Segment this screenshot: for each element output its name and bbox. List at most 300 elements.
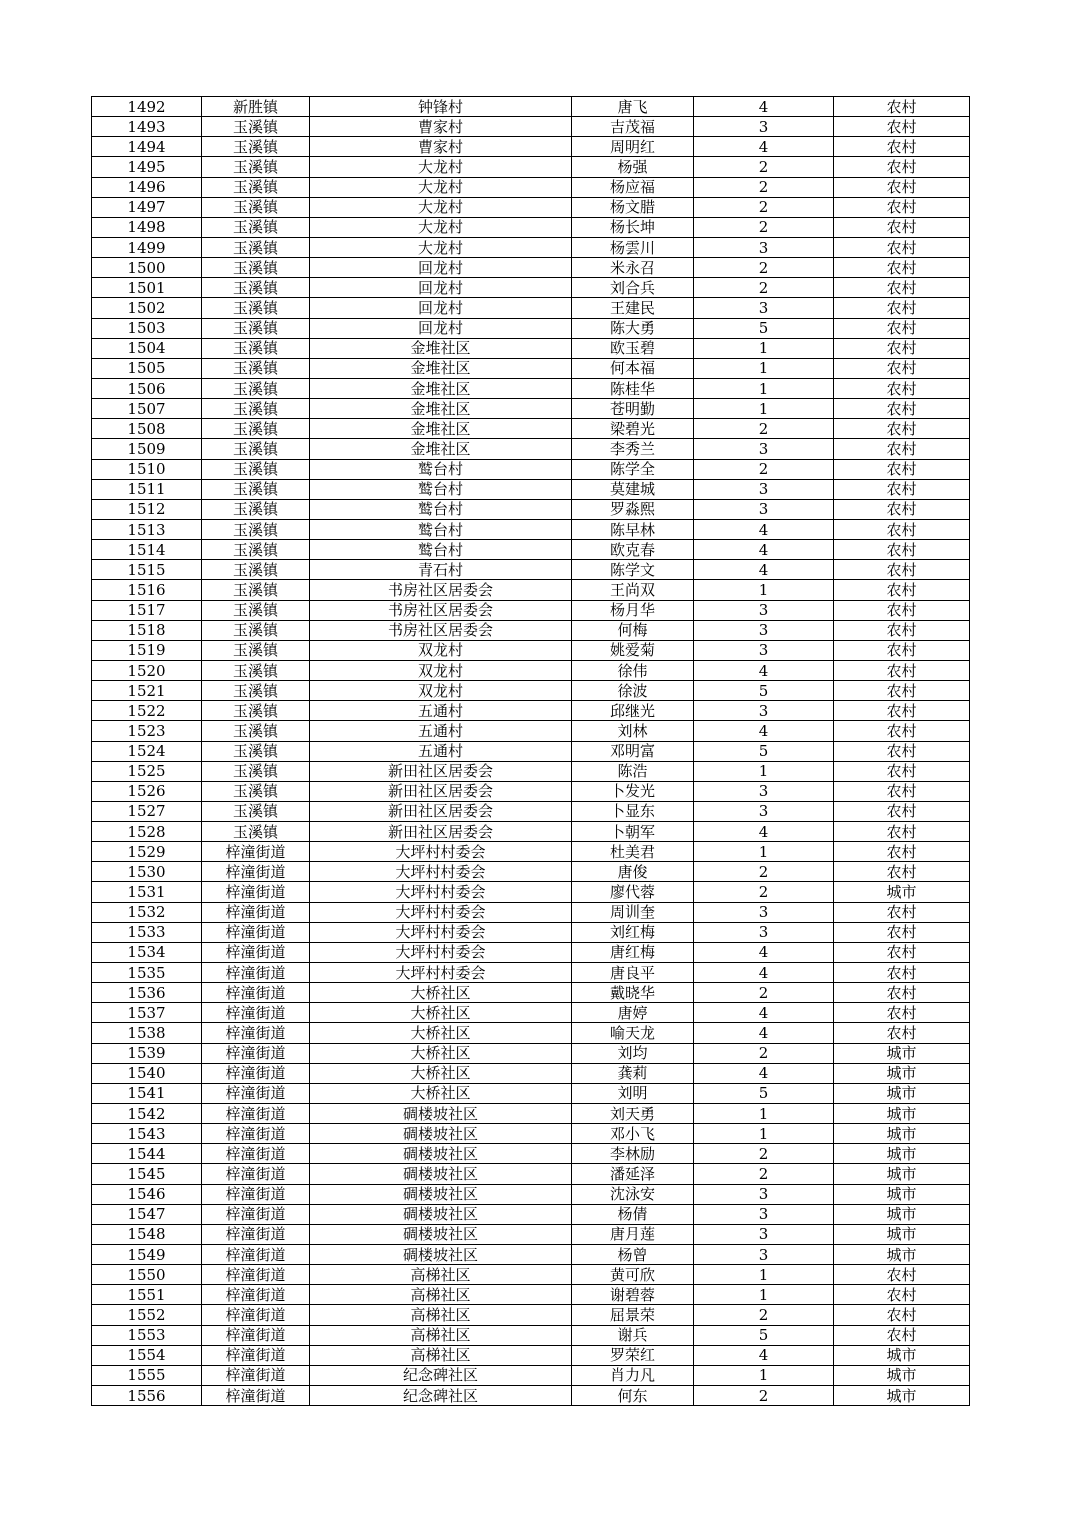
table-row (92, 640, 970, 660)
table-row (92, 97, 970, 117)
row-number-cell: 1522 (92, 701, 202, 721)
name-cell: 黄可欣 (572, 1265, 694, 1285)
household-size-cell: 2 (694, 459, 834, 479)
area-type-cell: 城市 (834, 1245, 970, 1265)
household-size-cell: 2 (694, 278, 834, 298)
name-cell: 唐婷 (572, 1003, 694, 1023)
town-cell: 梓潼街道 (202, 942, 310, 962)
area-type-cell: 农村 (834, 640, 970, 660)
village-cell: 回龙村 (310, 318, 572, 338)
name-cell: 邓明富 (572, 741, 694, 761)
village-cell: 大坪村村委会 (310, 902, 572, 922)
town-cell: 玉溪镇 (202, 439, 310, 459)
town-cell: 梓潼街道 (202, 1104, 310, 1124)
area-type-cell: 城市 (834, 1124, 970, 1144)
table-row (92, 1204, 970, 1224)
row-number-cell: 1554 (92, 1345, 202, 1365)
row-number-cell: 1518 (92, 620, 202, 640)
name-cell: 米永召 (572, 258, 694, 278)
table-row (92, 983, 970, 1003)
area-type-cell: 农村 (834, 681, 970, 701)
area-type-cell: 农村 (834, 479, 970, 499)
town-cell: 玉溪镇 (202, 197, 310, 217)
household-size-cell: 3 (694, 640, 834, 660)
village-cell: 大龙村 (310, 157, 572, 177)
area-type-cell: 农村 (834, 721, 970, 741)
name-cell: 杨月华 (572, 600, 694, 620)
table-row (92, 560, 970, 580)
name-cell: 何梅 (572, 620, 694, 640)
town-cell: 玉溪镇 (202, 761, 310, 781)
table-row (92, 1184, 970, 1204)
village-cell: 大桥社区 (310, 1063, 572, 1083)
row-number-cell: 1524 (92, 741, 202, 761)
row-number-cell: 1536 (92, 983, 202, 1003)
area-type-cell: 农村 (834, 801, 970, 821)
name-cell: 沈泳安 (572, 1184, 694, 1204)
town-cell: 梓潼街道 (202, 1285, 310, 1305)
row-number-cell: 1520 (92, 660, 202, 680)
row-number-cell: 1499 (92, 237, 202, 257)
village-cell: 金堆社区 (310, 378, 572, 398)
area-type-cell: 农村 (834, 1023, 970, 1043)
household-size-cell: 4 (694, 1003, 834, 1023)
town-cell: 梓潼街道 (202, 902, 310, 922)
area-type-cell: 农村 (834, 117, 970, 137)
town-cell: 玉溪镇 (202, 258, 310, 278)
village-cell: 青石村 (310, 560, 572, 580)
area-type-cell: 城市 (834, 1386, 970, 1406)
row-number-cell: 1492 (92, 97, 202, 117)
household-size-cell: 3 (694, 781, 834, 801)
name-cell: 刘均 (572, 1043, 694, 1063)
name-cell: 唐飞 (572, 97, 694, 117)
name-cell: 谢碧蓉 (572, 1285, 694, 1305)
town-cell: 梓潼街道 (202, 1305, 310, 1325)
village-cell: 新田社区居委会 (310, 822, 572, 842)
household-size-cell: 1 (694, 1104, 834, 1124)
household-size-cell: 3 (694, 1224, 834, 1244)
table-row (92, 399, 970, 419)
area-type-cell: 农村 (834, 278, 970, 298)
name-cell: 吉茂福 (572, 117, 694, 137)
row-number-cell: 1515 (92, 560, 202, 580)
household-size-cell: 2 (694, 882, 834, 902)
area-type-cell: 农村 (834, 701, 970, 721)
village-cell: 大坪村村委会 (310, 842, 572, 862)
row-number-cell: 1509 (92, 439, 202, 459)
table-row (92, 600, 970, 620)
name-cell: 陈桂华 (572, 378, 694, 398)
name-cell: 梁碧光 (572, 419, 694, 439)
household-size-cell: 4 (694, 560, 834, 580)
area-type-cell: 城市 (834, 1184, 970, 1204)
household-size-cell: 5 (694, 318, 834, 338)
town-cell: 玉溪镇 (202, 620, 310, 640)
household-size-cell: 3 (694, 701, 834, 721)
name-cell: 李秀兰 (572, 439, 694, 459)
area-type-cell: 农村 (834, 942, 970, 962)
town-cell: 玉溪镇 (202, 237, 310, 257)
area-type-cell: 农村 (834, 298, 970, 318)
name-cell: 陈浩 (572, 761, 694, 781)
table-row (92, 217, 970, 237)
row-number-cell: 1533 (92, 922, 202, 942)
table-row (92, 1023, 970, 1043)
row-number-cell: 1512 (92, 499, 202, 519)
town-cell: 梓潼街道 (202, 1365, 310, 1385)
name-cell: 唐月莲 (572, 1224, 694, 1244)
household-size-cell: 4 (694, 963, 834, 983)
village-cell: 回龙村 (310, 298, 572, 318)
table-row (92, 681, 970, 701)
town-cell: 玉溪镇 (202, 459, 310, 479)
area-type-cell: 城市 (834, 1104, 970, 1124)
table-row (92, 298, 970, 318)
table-row (92, 137, 970, 157)
name-cell: 杨强 (572, 157, 694, 177)
household-size-cell: 3 (694, 1204, 834, 1224)
table-row (92, 318, 970, 338)
town-cell: 梓潼街道 (202, 983, 310, 1003)
name-cell: 卜朝军 (572, 822, 694, 842)
area-type-cell: 农村 (834, 499, 970, 519)
household-size-cell: 1 (694, 338, 834, 358)
household-size-cell: 4 (694, 97, 834, 117)
row-number-cell: 1507 (92, 399, 202, 419)
household-size-cell: 4 (694, 822, 834, 842)
table-row (92, 278, 970, 298)
table-row (92, 117, 970, 137)
row-number-cell: 1506 (92, 378, 202, 398)
area-type-cell: 农村 (834, 137, 970, 157)
name-cell: 姚爱菊 (572, 640, 694, 660)
row-number-cell: 1510 (92, 459, 202, 479)
household-size-cell: 2 (694, 1305, 834, 1325)
area-type-cell: 城市 (834, 1204, 970, 1224)
table-row (92, 439, 970, 459)
name-cell: 卜发光 (572, 781, 694, 801)
town-cell: 玉溪镇 (202, 741, 310, 761)
table-row (92, 499, 970, 519)
area-type-cell: 农村 (834, 1305, 970, 1325)
name-cell: 陈学全 (572, 459, 694, 479)
row-number-cell: 1523 (92, 721, 202, 741)
table-row (92, 1104, 970, 1124)
household-size-cell: 5 (694, 1083, 834, 1103)
table-row (92, 358, 970, 378)
household-size-cell: 1 (694, 761, 834, 781)
village-cell: 曹家村 (310, 117, 572, 137)
village-cell: 大桥社区 (310, 1083, 572, 1103)
row-number-cell: 1519 (92, 640, 202, 660)
area-type-cell: 农村 (834, 157, 970, 177)
household-size-cell: 1 (694, 1124, 834, 1144)
name-cell: 刘红梅 (572, 922, 694, 942)
name-cell: 周明红 (572, 137, 694, 157)
name-cell: 徐波 (572, 681, 694, 701)
household-size-cell: 3 (694, 600, 834, 620)
name-cell: 徐伟 (572, 660, 694, 680)
town-cell: 玉溪镇 (202, 378, 310, 398)
village-cell: 五通村 (310, 701, 572, 721)
village-cell: 碉楼坡社区 (310, 1224, 572, 1244)
household-size-cell: 4 (694, 137, 834, 157)
household-size-cell: 2 (694, 1043, 834, 1063)
town-cell: 玉溪镇 (202, 137, 310, 157)
area-type-cell: 农村 (834, 983, 970, 1003)
village-cell: 五通村 (310, 741, 572, 761)
area-type-cell: 城市 (834, 1083, 970, 1103)
village-cell: 新田社区居委会 (310, 761, 572, 781)
row-number-cell: 1503 (92, 318, 202, 338)
village-cell: 曹家村 (310, 137, 572, 157)
town-cell: 梓潼街道 (202, 842, 310, 862)
household-size-cell: 2 (694, 258, 834, 278)
name-cell: 刘明 (572, 1083, 694, 1103)
row-number-cell: 1534 (92, 942, 202, 962)
village-cell: 书房社区居委会 (310, 600, 572, 620)
village-cell: 鹫台村 (310, 540, 572, 560)
village-cell: 大龙村 (310, 197, 572, 217)
name-cell: 邱继光 (572, 701, 694, 721)
area-type-cell: 农村 (834, 580, 970, 600)
row-number-cell: 1541 (92, 1083, 202, 1103)
area-type-cell: 城市 (834, 1164, 970, 1184)
area-type-cell: 农村 (834, 902, 970, 922)
village-cell: 双龙村 (310, 640, 572, 660)
area-type-cell: 农村 (834, 237, 970, 257)
village-cell: 鹫台村 (310, 499, 572, 519)
table-body (92, 97, 970, 1406)
table-row (92, 1305, 970, 1325)
name-cell: 王尚双 (572, 580, 694, 600)
table-row (92, 1063, 970, 1083)
row-number-cell: 1514 (92, 540, 202, 560)
village-cell: 回龙村 (310, 258, 572, 278)
village-cell: 纪念碑社区 (310, 1386, 572, 1406)
village-cell: 大坪村村委会 (310, 922, 572, 942)
area-type-cell: 农村 (834, 600, 970, 620)
town-cell: 玉溪镇 (202, 217, 310, 237)
household-size-cell: 3 (694, 1245, 834, 1265)
name-cell: 刘林 (572, 721, 694, 741)
town-cell: 玉溪镇 (202, 399, 310, 419)
name-cell: 杨雲川 (572, 237, 694, 257)
row-number-cell: 1555 (92, 1365, 202, 1385)
village-cell: 大龙村 (310, 217, 572, 237)
name-cell: 屈景荣 (572, 1305, 694, 1325)
table-row (92, 258, 970, 278)
village-cell: 大坪村村委会 (310, 942, 572, 962)
table-row (92, 741, 970, 761)
village-cell: 回龙村 (310, 278, 572, 298)
village-cell: 高梯社区 (310, 1285, 572, 1305)
household-size-cell: 3 (694, 439, 834, 459)
table-row (92, 660, 970, 680)
name-cell: 杨文腊 (572, 197, 694, 217)
area-type-cell: 农村 (834, 258, 970, 278)
town-cell: 玉溪镇 (202, 600, 310, 620)
table-row (92, 338, 970, 358)
row-number-cell: 1525 (92, 761, 202, 781)
row-number-cell: 1501 (92, 278, 202, 298)
town-cell: 玉溪镇 (202, 117, 310, 137)
town-cell: 梓潼街道 (202, 1063, 310, 1083)
town-cell: 玉溪镇 (202, 499, 310, 519)
area-type-cell: 农村 (834, 842, 970, 862)
town-cell: 玉溪镇 (202, 822, 310, 842)
household-size-cell: 3 (694, 117, 834, 137)
household-size-cell: 4 (694, 540, 834, 560)
town-cell: 梓潼街道 (202, 1245, 310, 1265)
household-size-cell: 5 (694, 681, 834, 701)
village-cell: 大桥社区 (310, 983, 572, 1003)
town-cell: 梓潼街道 (202, 1345, 310, 1365)
row-number-cell: 1540 (92, 1063, 202, 1083)
table-row (92, 922, 970, 942)
name-cell: 戴晓华 (572, 983, 694, 1003)
town-cell: 玉溪镇 (202, 318, 310, 338)
table-row (92, 1325, 970, 1345)
village-cell: 金堆社区 (310, 419, 572, 439)
row-number-cell: 1531 (92, 882, 202, 902)
village-cell: 大龙村 (310, 237, 572, 257)
town-cell: 梓潼街道 (202, 862, 310, 882)
village-cell: 碉楼坡社区 (310, 1144, 572, 1164)
town-cell: 梓潼街道 (202, 963, 310, 983)
row-number-cell: 1521 (92, 681, 202, 701)
row-number-cell: 1527 (92, 801, 202, 821)
town-cell: 玉溪镇 (202, 781, 310, 801)
household-size-cell: 3 (694, 499, 834, 519)
name-cell: 王建民 (572, 298, 694, 318)
town-cell: 玉溪镇 (202, 560, 310, 580)
household-size-cell: 2 (694, 419, 834, 439)
name-cell: 邓小飞 (572, 1124, 694, 1144)
village-cell: 大桥社区 (310, 1043, 572, 1063)
town-cell: 梓潼街道 (202, 1043, 310, 1063)
household-size-cell: 2 (694, 1144, 834, 1164)
row-number-cell: 1546 (92, 1184, 202, 1204)
area-type-cell: 农村 (834, 1285, 970, 1305)
household-size-cell: 2 (694, 1164, 834, 1184)
row-number-cell: 1494 (92, 137, 202, 157)
table-row (92, 1245, 970, 1265)
household-size-cell: 1 (694, 1265, 834, 1285)
village-cell: 鹫台村 (310, 479, 572, 499)
table-row (92, 197, 970, 217)
table-row (92, 801, 970, 821)
household-size-cell: 1 (694, 378, 834, 398)
household-size-cell: 5 (694, 1325, 834, 1345)
name-cell: 肖力凡 (572, 1365, 694, 1385)
table-row (92, 378, 970, 398)
household-size-cell: 4 (694, 660, 834, 680)
area-type-cell: 农村 (834, 217, 970, 237)
table-row (92, 459, 970, 479)
area-type-cell: 农村 (834, 862, 970, 882)
row-number-cell: 1516 (92, 580, 202, 600)
town-cell: 梓潼街道 (202, 1003, 310, 1023)
row-number-cell: 1553 (92, 1325, 202, 1345)
area-type-cell: 农村 (834, 177, 970, 197)
area-type-cell: 农村 (834, 822, 970, 842)
row-number-cell: 1547 (92, 1204, 202, 1224)
area-type-cell: 城市 (834, 882, 970, 902)
table-row (92, 942, 970, 962)
household-size-cell: 1 (694, 842, 834, 862)
table-row (92, 1345, 970, 1365)
name-cell: 唐红梅 (572, 942, 694, 962)
town-cell: 玉溪镇 (202, 278, 310, 298)
area-type-cell: 农村 (834, 459, 970, 479)
name-cell: 杨长坤 (572, 217, 694, 237)
area-type-cell: 城市 (834, 1365, 970, 1385)
row-number-cell: 1502 (92, 298, 202, 318)
village-cell: 碉楼坡社区 (310, 1104, 572, 1124)
name-cell: 杨倩 (572, 1204, 694, 1224)
household-size-cell: 3 (694, 801, 834, 821)
row-number-cell: 1537 (92, 1003, 202, 1023)
area-type-cell: 农村 (834, 1003, 970, 1023)
household-size-cell: 2 (694, 983, 834, 1003)
table-row (92, 177, 970, 197)
area-type-cell: 农村 (834, 399, 970, 419)
village-cell: 金堆社区 (310, 358, 572, 378)
name-cell: 罗淼熙 (572, 499, 694, 519)
name-cell: 喻天龙 (572, 1023, 694, 1043)
name-cell: 欧克春 (572, 540, 694, 560)
table-row (92, 963, 970, 983)
village-cell: 碉楼坡社区 (310, 1184, 572, 1204)
household-size-cell: 1 (694, 399, 834, 419)
village-cell: 双龙村 (310, 660, 572, 680)
town-cell: 梓潼街道 (202, 1023, 310, 1043)
town-cell: 梓潼街道 (202, 922, 310, 942)
area-type-cell: 农村 (834, 963, 970, 983)
town-cell: 梓潼街道 (202, 1083, 310, 1103)
name-cell: 杜美君 (572, 842, 694, 862)
row-number-cell: 1495 (92, 157, 202, 177)
household-size-cell: 2 (694, 1386, 834, 1406)
town-cell: 新胜镇 (202, 97, 310, 117)
village-cell: 新田社区居委会 (310, 781, 572, 801)
table-row (92, 1083, 970, 1103)
village-cell: 碉楼坡社区 (310, 1164, 572, 1184)
area-type-cell: 农村 (834, 358, 970, 378)
table-row (92, 882, 970, 902)
village-cell: 高梯社区 (310, 1325, 572, 1345)
town-cell: 玉溪镇 (202, 479, 310, 499)
town-cell: 玉溪镇 (202, 640, 310, 660)
row-number-cell: 1513 (92, 519, 202, 539)
town-cell: 梓潼街道 (202, 1184, 310, 1204)
village-cell: 碉楼坡社区 (310, 1204, 572, 1224)
area-type-cell: 农村 (834, 540, 970, 560)
household-size-cell: 4 (694, 721, 834, 741)
row-number-cell: 1552 (92, 1305, 202, 1325)
row-number-cell: 1493 (92, 117, 202, 137)
row-number-cell: 1538 (92, 1023, 202, 1043)
town-cell: 梓潼街道 (202, 1164, 310, 1184)
area-type-cell: 城市 (834, 1345, 970, 1365)
household-size-cell: 3 (694, 620, 834, 640)
village-cell: 高梯社区 (310, 1345, 572, 1365)
row-number-cell: 1542 (92, 1104, 202, 1124)
town-cell: 梓潼街道 (202, 1386, 310, 1406)
name-cell: 周训奎 (572, 902, 694, 922)
